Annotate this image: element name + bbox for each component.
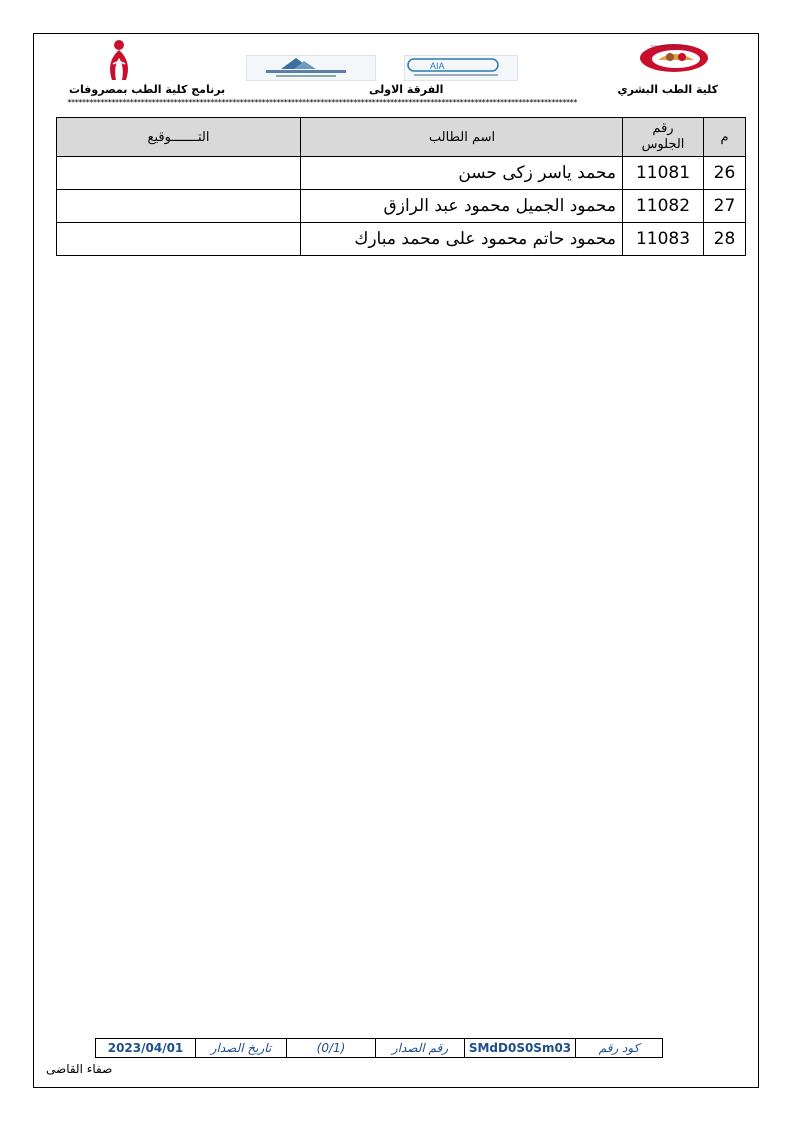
table-row [57,157,746,190]
column-header-name: اسم الطالب [301,118,623,157]
column-header-seat [623,118,704,157]
student-name: محمود حاتم محمود على محمد مبارك [301,223,623,256]
date-value: 2023/04/01 [96,1039,196,1058]
date-label: تاريخ الصدار [196,1039,287,1058]
seat-header-line2: الجلوس [641,137,685,152]
table-row [57,223,746,256]
signature-cell [57,157,301,190]
signature-cell [57,223,301,256]
student-name: محمد ياسر زكى حسن [301,157,623,190]
signatory-name: صفاء القاضى [46,1062,113,1076]
code-value: SMdD0S0Sm03 [465,1039,576,1058]
issue-value: (0/1) [287,1039,376,1058]
seat-header-line1: رقم [652,121,674,136]
program-logo-icon [104,38,134,82]
row-number: 27 [704,190,746,223]
code-label: كود رقم [576,1039,663,1058]
column-header-signature: التـــــــوقيع [57,118,301,157]
column-header-number: م [704,118,746,157]
students-table [56,117,746,256]
svg-text:~~~~~~~~~~: ~~~~~~~~~~ [650,44,692,50]
row-number: 26 [704,157,746,190]
seat-number: 11082 [623,190,704,223]
seat-number: 11081 [623,157,704,190]
signature-cell [57,190,301,223]
table-row [57,190,746,223]
faculty-name: كلية الطب البشري [617,83,718,96]
row-number: 28 [704,223,746,256]
program-name: برنامج كلية الطب بمصروفات [69,83,226,96]
issue-label: رقم الصدار [376,1039,465,1058]
year-level: الفرقة الاولى [369,83,444,96]
document-control-footer [95,1038,663,1058]
student-name: محمود الجميل محمود عبد الرازق [301,190,623,223]
svg-text:AIA: AIA [430,61,445,71]
table-header-row [57,118,746,157]
iso-certification-logo-icon [246,55,376,81]
faculty-logo-icon [636,40,716,74]
seat-number: 11083 [623,223,704,256]
accreditation-logo-icon [404,55,518,81]
header-separator: ******************************************************************************************************************************************* [67,98,577,107]
